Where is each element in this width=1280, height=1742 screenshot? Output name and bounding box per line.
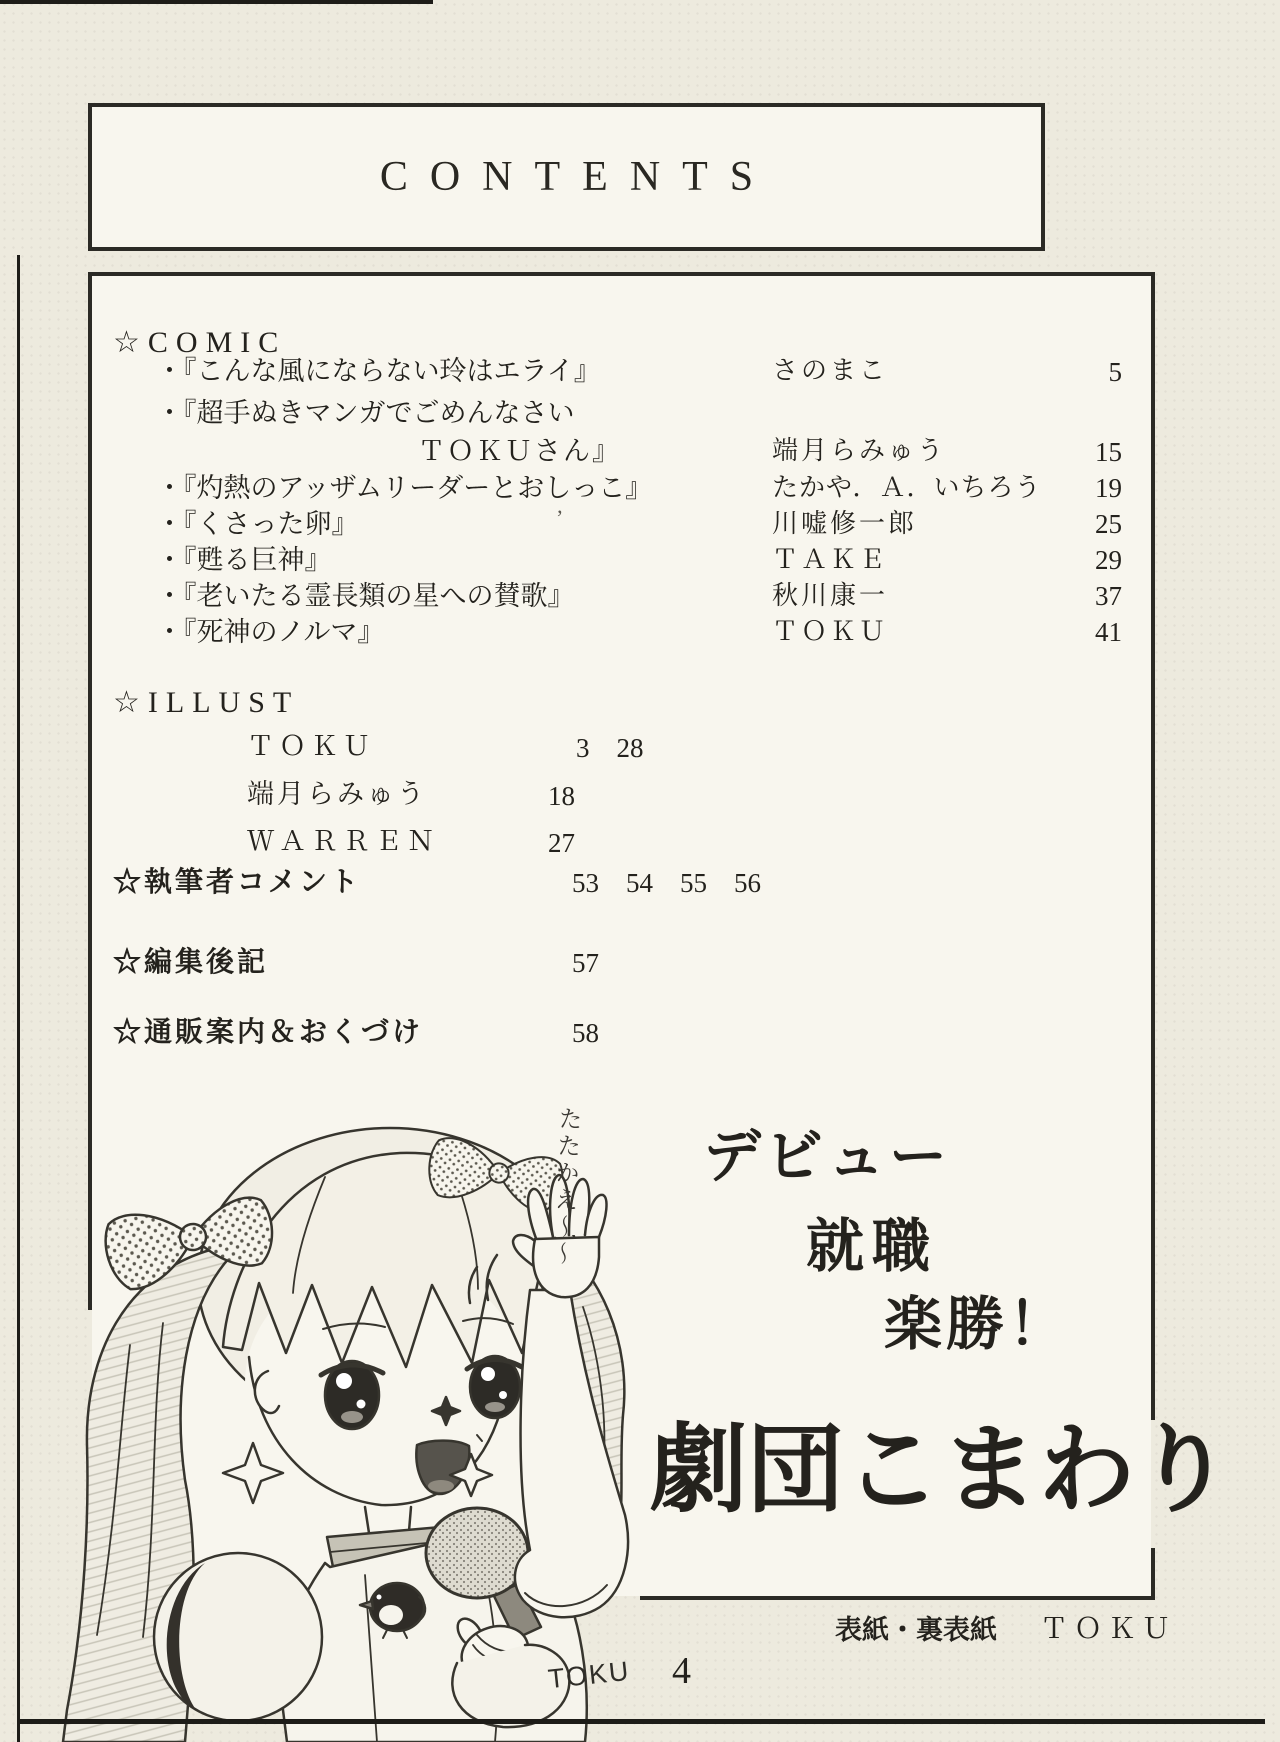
comic-row-title: ・『甦る巨神』: [156, 545, 332, 575]
comic-row-page: 5: [1108, 357, 1122, 387]
section-label-comments: ☆執筆者コメント: [113, 866, 362, 897]
comic-row-page: 15: [1095, 437, 1122, 467]
bullet: ・: [156, 473, 183, 503]
comic-row-author: ＴＯＫＵ: [772, 617, 889, 646]
troupe-name-title: 劇団こまわり: [650, 1415, 1232, 1524]
comic-section-header: ☆COMIC: [113, 326, 287, 359]
comic-row-page: 37: [1095, 581, 1122, 611]
bullet: ・: [156, 509, 183, 539]
illust-row-name: ＴＯＫＵ: [247, 731, 375, 761]
section-pages: 57: [572, 948, 599, 978]
toc-box-border-right-upper: [1151, 272, 1155, 1420]
illust-row-pages: 3 28: [576, 733, 644, 763]
slogan-line-debut: デビュー: [703, 1124, 952, 1189]
toc-box-border-bottom: [640, 1596, 1155, 1600]
toc-box-border-right-lower: [1151, 1548, 1155, 1600]
illust-row-pages: 27: [548, 828, 575, 858]
section-pages: 53 54 55 56: [572, 868, 761, 898]
bullet: ・: [156, 356, 183, 386]
bullet: ・: [156, 581, 183, 611]
slogan-line-easywin: 楽勝！: [884, 1292, 1071, 1357]
section-label-afterword: ☆編集後記: [113, 946, 269, 977]
bullet: ・: [156, 545, 183, 575]
comic-row-page: 41: [1095, 617, 1122, 647]
artist-signature: TOKU: [546, 1655, 632, 1695]
illust-section-header: ☆ILLUST: [113, 686, 300, 719]
bullet: ・: [156, 617, 183, 647]
comic-row-author: 秋川康一: [772, 580, 889, 610]
illust-row-pages: 18: [548, 781, 575, 811]
comic-row-author: 川嘘修一郎: [772, 508, 918, 538]
comic-row-title: ・『超手ぬきマンガでごめんなさい: [156, 398, 575, 428]
toc-box-border-top: [88, 272, 1155, 276]
comic-row-title: ・『くさった卵』: [156, 509, 359, 539]
slogan-line-job: 就職: [806, 1214, 939, 1279]
comic-row-title: ・『死神のノルマ』: [156, 617, 385, 647]
comic-row-title: ・『こんな風にならない玲はエライ』: [156, 356, 601, 386]
comic-row-author: 端月らみゅう: [772, 435, 947, 465]
page-edge-top: [0, 0, 433, 4]
handwritten-battle-cry: たたかえ～～: [546, 1105, 582, 1269]
comic-row-title: ・『老いたる霊長類の星への賛歌』: [156, 581, 575, 611]
contents-title-box: [88, 103, 1045, 251]
bullet: ・: [156, 398, 183, 428]
illust-row-name: 端月らみゅう: [247, 779, 427, 809]
comic-row-title: ・『灼熱のアッザムリーダーとおしっこ』: [156, 473, 653, 503]
page-title: CONTENTS: [379, 154, 776, 200]
cover-credit-name: ＴＯＫＵ: [1040, 1614, 1177, 1645]
comic-row-page: 29: [1095, 545, 1122, 575]
cover-credit-label: 表紙・裏表紙: [835, 1615, 997, 1645]
page-edge-left: [17, 255, 20, 1742]
comic-row-title-continued: ＴＯＫＵさん』: [418, 436, 621, 466]
section-pages: 58: [572, 1018, 599, 1048]
mic-ball: [426, 1508, 528, 1598]
section-label-mailorder: ☆通販案内＆おくづけ: [113, 1016, 424, 1047]
comic-row-page: 25: [1095, 509, 1122, 539]
comic-row-author: さのまこ: [772, 355, 889, 385]
comic-row-author: ＴＡＫＥ: [772, 545, 889, 574]
page-edge-bottom: [17, 1719, 1265, 1724]
folio-page-number: 4: [672, 1650, 691, 1692]
comic-row-page: 19: [1095, 473, 1122, 503]
comic-row-author: たかや．Ａ．いちろう: [772, 472, 1042, 502]
illust-row-name: ＷＡＲＲＥＮ: [247, 826, 439, 856]
scan-artifact: ’: [556, 505, 564, 530]
